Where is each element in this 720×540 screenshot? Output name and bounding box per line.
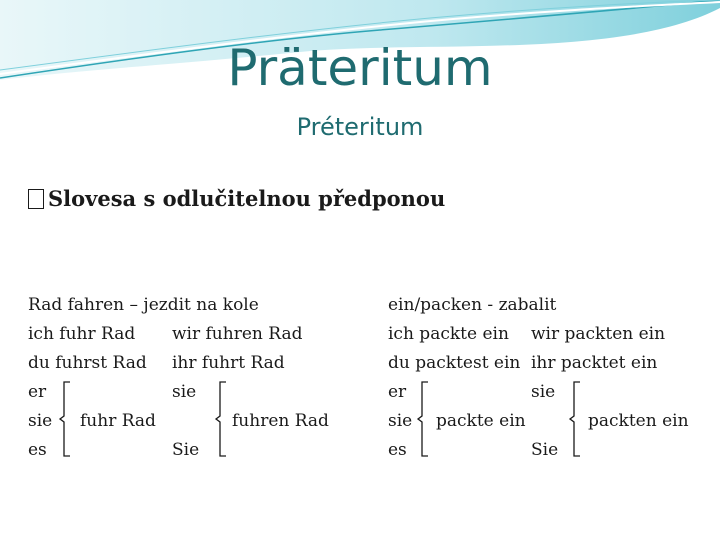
left-sg1: ich fuhr Rad xyxy=(28,324,136,344)
slide-subtitle: Préteritum xyxy=(296,113,424,141)
left-sg2: du fuhrst Rad xyxy=(28,353,147,373)
right-pl1: wir packten ein xyxy=(531,324,666,344)
left-verb-header: Rad fahren – jezdit na kole xyxy=(28,295,259,315)
left-sg3-form: fuhr Rad xyxy=(80,411,156,431)
left-pl2: ihr fuhrt Rad xyxy=(172,353,285,373)
right-pl3-sie: sie xyxy=(531,382,556,402)
right-sg1: ich packte ein xyxy=(388,324,509,344)
left-sg3-es: es xyxy=(28,440,47,460)
left-pl3-sie: sie xyxy=(172,382,197,402)
left-sg3-bracket xyxy=(58,380,72,458)
right-sg3-er: er xyxy=(388,382,407,402)
right-pl3-Sie: Sie xyxy=(531,440,559,460)
section-heading xyxy=(28,184,445,214)
right-sg2: du packtest ein xyxy=(388,353,521,373)
left-sg3-sie: sie xyxy=(28,411,53,431)
left-pl3-bracket xyxy=(214,380,228,458)
missing-glyph-icon xyxy=(28,189,44,209)
left-sg3-er: er xyxy=(28,382,47,402)
left-pl3-form: fuhren Rad xyxy=(232,411,329,431)
right-pl3-form: packten ein xyxy=(588,411,689,431)
section-heading-text: Slovesa s odlučitelnou předponou xyxy=(48,186,446,211)
right-sg3-es: es xyxy=(388,440,407,460)
left-pl1: wir fuhren Rad xyxy=(172,324,303,344)
right-sg3-bracket xyxy=(416,380,430,458)
right-sg3-sie: sie xyxy=(388,411,413,431)
slide-title: Präteritum xyxy=(227,39,493,97)
right-sg3-form: packte ein xyxy=(436,411,526,431)
right-pl2: ihr packtet ein xyxy=(531,353,658,373)
right-pl3-bracket xyxy=(568,380,582,458)
right-verb-header: ein/packen - zabalit xyxy=(388,295,557,315)
left-pl3-Sie: Sie xyxy=(172,440,200,460)
